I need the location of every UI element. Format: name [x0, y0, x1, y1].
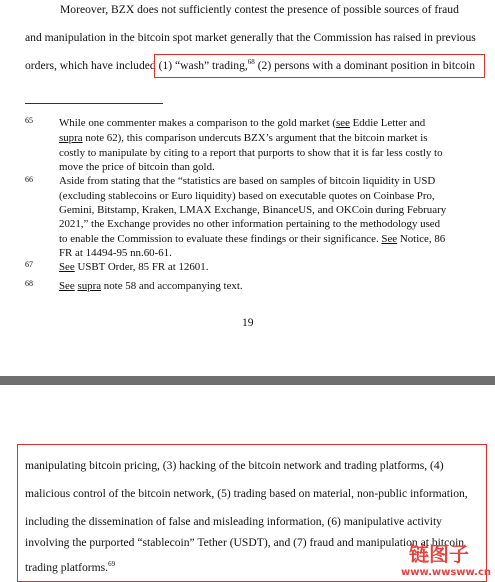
footnote-65-line [59, 117, 425, 129]
footnote-text: Aside from stating that the “statistics are based on samples of bitcoin liquidity in USD [59, 175, 436, 187]
footnote-65-line [59, 147, 443, 159]
footnote-number-66: 66 [25, 175, 33, 184]
page2-line-2: malicious control of the bitcoin network, (5) trading based on material, non-public information, [25, 487, 468, 500]
footnote-66-line [59, 247, 172, 259]
footnote-66-line [59, 204, 446, 216]
footnote-text: While one commenter makes a comparison to the gold market ( [59, 117, 337, 129]
footnote-text: 2021,” the Exchange provides no other information pertaining to the methodology used [59, 218, 441, 230]
footnote-number-65: 65 [25, 116, 33, 125]
footnote-66-line [59, 218, 440, 230]
footnote-citation-signal: See [59, 261, 75, 273]
footnote-text: to enable the Commission to evaluate these findings or their significance. [59, 233, 382, 245]
footnote-65-line [59, 132, 428, 144]
footnote-66-line [59, 175, 435, 187]
highlight-wash-trading: (1) “wash” trading, [158, 59, 248, 72]
page2-line-1: manipulating bitcoin pricing, (3) hacking of the bitcoin network and trading platforms, (4) [25, 459, 444, 472]
footnote-text: move the price of bitcoin than gold. [59, 161, 215, 173]
footnote-citation-signal: See [59, 280, 75, 292]
footnote-number-67: 67 [25, 260, 33, 269]
highlight-box-top [154, 54, 485, 78]
footnote-ref-69: 69 [108, 560, 116, 569]
footnote-68-line [59, 280, 243, 292]
page2-line-4: involving the purported “stablecoin” Tether (USDT), and (7) fraud and manipulation at bitcoin [25, 536, 465, 549]
footnote-text: Eddie Letter and [349, 117, 426, 129]
body-line-3-start: orders, which have included [25, 59, 159, 72]
footnote-text: FR at 14494-95 nn.60-61. [59, 247, 172, 259]
page-break-bar [0, 376, 495, 385]
footnote-65-line [59, 161, 215, 173]
footnote-67-line [59, 261, 208, 273]
footnote-text: Gemini, Bitstamp, Kraken, LMAX Exchange, BinanceUS, and OKCoin during February [59, 204, 447, 216]
footnote-text: Notice, 86 [397, 233, 446, 245]
footnote-ref-68: 68 [247, 58, 255, 67]
footnote-text: note 58 and accompanying text. [101, 280, 243, 292]
page2-line-3: including the dissemination of false and misleading information, (6) manipulative activity [25, 515, 442, 528]
footnote-citation-signal: supra [77, 280, 102, 292]
footnote-citation-signal: see [336, 117, 350, 129]
footnote-66-line [59, 190, 435, 202]
body-line-2: and manipulation in the bitcoin spot market generally that the Commission has raised in previous [25, 31, 476, 44]
footnote-text: USBT Order, 85 FR at 12601. [74, 261, 209, 273]
watermark-brand: 链图子 [409, 542, 469, 566]
page-number: 19 [242, 316, 254, 329]
footnote-divider [25, 103, 163, 104]
footnote-text: costly to manipulate by citing to a report that purports to show that it is far less costly to [59, 147, 443, 159]
footnote-text: note 62), this comparison undercuts BZX’s argument that the bitcoin market is [82, 132, 428, 144]
body-line-1: Moreover, BZX does not sufficiently contest the presence of possible sources of fraud [60, 3, 459, 16]
footnote-66-line [59, 233, 445, 245]
highlight-dominant-position: (2) persons with a dominant position in bitcoin [254, 59, 476, 72]
footnote-citation-signal: supra [59, 132, 83, 144]
footnote-number-68: 68 [25, 279, 33, 288]
page2-last-line: trading platforms. [25, 561, 109, 574]
footnote-citation-signal: See [381, 233, 398, 245]
footnote-text: (excluding stablecoins or Euro liquidity) based on executable quotes on Coinbase Pro, [59, 190, 435, 202]
watermark-url: www.wwsww.cn [401, 567, 491, 578]
